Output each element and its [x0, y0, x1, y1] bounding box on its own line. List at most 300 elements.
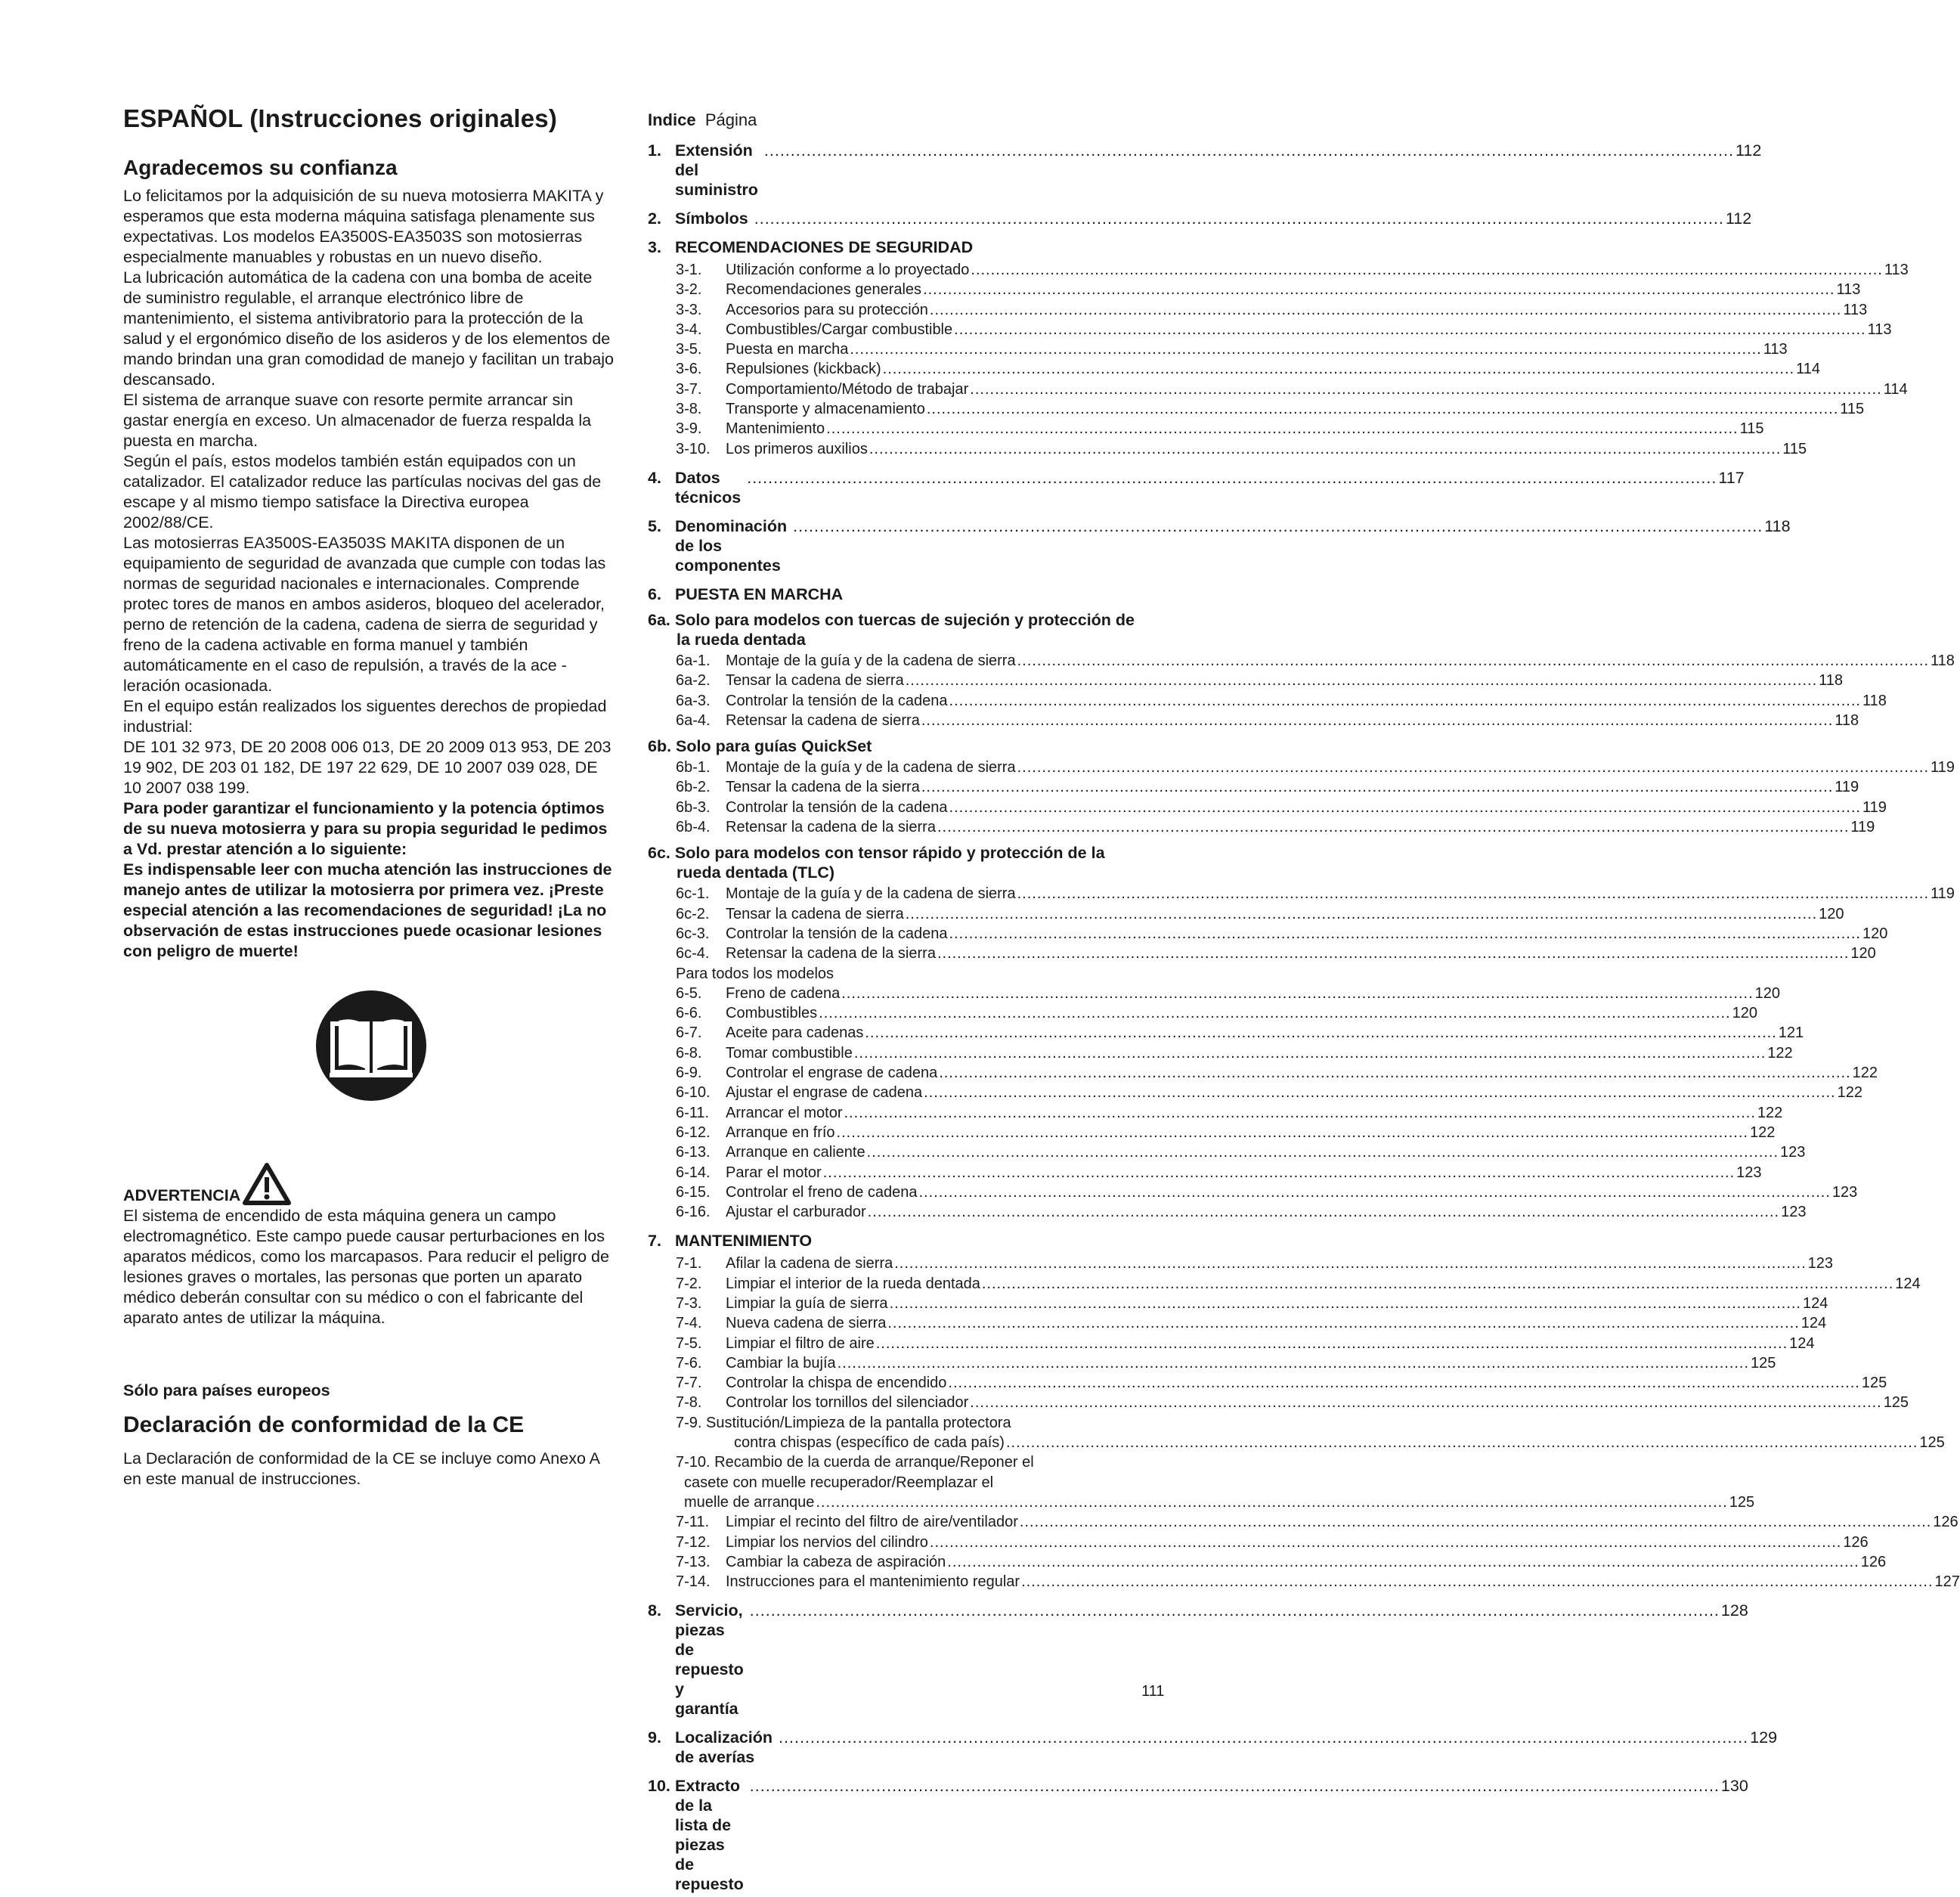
item-page: 120 — [1819, 905, 1844, 922]
bold-paragraph: Es indispensable leer con mucha atención las instrucciones de manejo antes de utilizar la motosierra por primera vez. ¡Preste especial atención a las recomendaciones de seguridad! ¡La no observación de estas instrucciones puede ocasionar lesiones con peligro de muerte! — [123, 860, 612, 960]
item-text: Afilar la cadena de sierra — [726, 1255, 893, 1272]
item-text: Mantenimiento — [726, 420, 825, 438]
section-label: Símbolos — [675, 209, 748, 228]
item-number: 7-12. — [676, 1533, 711, 1551]
toc-item[interactable] — [648, 380, 1908, 399]
item-text: Limpiar el filtro de aire — [726, 1334, 875, 1352]
dot-leader — [906, 671, 1817, 690]
item-text: 7-10. Recambio de la cuerda de arranque/Reponer el — [676, 1454, 1034, 1471]
item-number: 7-7. — [676, 1375, 702, 1392]
page-title: ESPAÑOL (Instrucciones originales) — [123, 104, 558, 132]
item-text: 7-9. Sustitución/Limpieza de la pantalla protectora — [676, 1414, 1011, 1431]
toc-section[interactable] — [648, 1728, 1778, 1767]
item-page: 123 — [1807, 1255, 1834, 1272]
toc-item[interactable] — [648, 798, 1887, 817]
item-page: 122 — [1837, 1084, 1862, 1102]
toc-item[interactable] — [648, 984, 1781, 1003]
item-page: 125 — [1729, 1493, 1755, 1511]
item-page: 124 — [1895, 1275, 1921, 1292]
toc-section[interactable] — [648, 237, 1139, 257]
dot-leader — [930, 300, 1841, 320]
left-column — [123, 104, 615, 1489]
toc-item[interactable] — [648, 1393, 1909, 1412]
item-number: 6-7. — [676, 1024, 702, 1042]
section-label: PUESTA EN MARCHA — [675, 584, 844, 603]
item-text: Combustibles — [726, 1005, 818, 1022]
toc-item[interactable] — [648, 944, 1876, 963]
item-number: 3-5. — [676, 341, 702, 358]
item-number: 3-8. — [676, 401, 702, 418]
dot-leader — [924, 1083, 1835, 1102]
toc-item[interactable] — [648, 359, 1820, 379]
paragraph: La lubricación automática de la cadena con una bomba de aceite de suministro regulable, el arranque electrónico libre de mantenimiento, el sistema antivibratorio para la protección de la salud y el ergonómico diseño de los asideros y de los elementos de mando brindan una gran comodidad de manejo y facilitan un trabajo descansado. — [123, 268, 615, 389]
item-page: 113 — [1836, 281, 1861, 299]
item-text: Comportamiento/Método de trabajar — [726, 380, 969, 398]
toc-item[interactable] — [648, 1452, 1139, 1472]
toc-sublist — [648, 884, 1955, 963]
dot-leader — [854, 1043, 1766, 1063]
item-page: 124 — [1789, 1334, 1815, 1352]
item-page: 114 — [1883, 380, 1908, 398]
section-label: Extensión del suministro — [675, 141, 758, 199]
item-text: Limpiar los nervios del cilindro — [726, 1533, 928, 1551]
item-number: 7-2. — [676, 1275, 702, 1292]
toc-item[interactable] — [648, 1063, 1878, 1083]
dot-leader — [949, 924, 1861, 944]
toc-item[interactable] — [648, 671, 1844, 690]
item-number: 3-2. — [676, 281, 702, 299]
item-page: 125 — [1861, 1375, 1887, 1392]
item-text: Puesta en marcha — [726, 341, 849, 358]
toc-item[interactable] — [648, 1413, 1139, 1433]
dot-leader — [919, 1183, 1831, 1202]
item-number: 3-4. — [676, 321, 702, 338]
toc-item[interactable] — [648, 1512, 1958, 1532]
dot-leader — [970, 380, 1881, 399]
toc-sublist — [648, 1254, 1921, 1412]
dot-leader — [939, 1063, 1850, 1083]
item-page: 122 — [1852, 1065, 1878, 1082]
toc-item[interactable] — [648, 924, 1888, 944]
item-text: Aceite para cadenas — [726, 1024, 864, 1042]
item-page: 119 — [1835, 779, 1859, 796]
item-text: Retensar la cadena de la sierra — [726, 819, 936, 836]
item-text: muelle de arranque — [684, 1493, 815, 1511]
item-number: 6-12. — [676, 1124, 711, 1141]
toc-item[interactable] — [648, 320, 1892, 339]
item-number: 6-5. — [676, 984, 702, 1002]
item-page: 113 — [1867, 321, 1892, 338]
item-page: 120 — [1850, 945, 1876, 962]
dot-leader — [887, 1313, 1799, 1333]
dot-leader — [869, 439, 1781, 459]
item-number: 7-8. — [676, 1394, 702, 1412]
intro-text — [123, 186, 615, 962]
item-text: Tomar combustible — [726, 1044, 853, 1062]
ce-text: La Declaración de conformidad de la CE se incluye como Anexo A en este manual de instrucciones. — [123, 1449, 599, 1488]
toc-sublist — [648, 1512, 1960, 1592]
toc-item[interactable] — [648, 711, 1859, 730]
paragraph: En el equipo están realizados los siguentes derechos de propiedad industrial: — [123, 697, 607, 736]
toc-item[interactable] — [648, 1294, 1828, 1313]
item-page: 125 — [1751, 1354, 1776, 1372]
item-page: 122 — [1749, 1124, 1776, 1141]
thanks-heading: Agradecemos su confianza — [123, 156, 398, 179]
paragraph: Según el país, estos modelos también están equipados con un catalizador. El catalizador reduce las partículas nocivas del gas de escape y al mismo tiempo satisface la Directiva europea 2002/88/CE. — [123, 452, 602, 532]
item-text: casete con muelle recuperador/Reemplazar el — [684, 1474, 994, 1491]
item-number: 7-4. — [676, 1315, 702, 1332]
item-number: 6-9. — [676, 1065, 702, 1082]
item-page: 113 — [1843, 301, 1868, 318]
dot-leader — [1017, 758, 1929, 777]
toc-item[interactable] — [648, 1083, 1862, 1102]
dot-leader — [823, 1163, 1735, 1183]
item-page: 115 — [1782, 440, 1807, 457]
toc-item[interactable] — [648, 280, 1861, 299]
item-text: Accesorios para su protección — [726, 301, 928, 318]
bold-paragraph: Para poder garantizar el funcionamiento y la potencia óptimos de su nueva motosierra y para su propia seguridad le pedimos a Vd. prestar atención a lo siguiente: — [123, 799, 608, 858]
toc-item[interactable] — [648, 1123, 1776, 1142]
item-page: 125 — [1919, 1434, 1945, 1452]
item-number: 3-9. — [676, 420, 702, 438]
item-number: 7-14. — [676, 1573, 711, 1591]
item-text: Montaje de la guía y de la cadena de sierra — [726, 759, 1016, 776]
all-models-label: Para todos los modelos — [676, 965, 834, 982]
item-page: 126 — [1843, 1533, 1869, 1551]
item-number: 6c-1. — [676, 885, 710, 903]
toc-item[interactable] — [648, 817, 1875, 837]
paragraph: Lo felicitamos por la adquisición de su nueva motosierra MAKITA y esperamos que esta moderna máquina satisfaga plenamente sus expectativas. Los modelos EA3500S-EA3503S son motosierras especialmente manuables y robustas en un nuevo diseño. — [123, 187, 604, 266]
dot-leader — [890, 1294, 1801, 1313]
section-number: 6. — [648, 584, 661, 603]
item-page: 120 — [1754, 984, 1781, 1002]
dot-leader — [837, 1123, 1748, 1142]
item-page: 124 — [1801, 1315, 1827, 1332]
item-number: 6b-3. — [676, 798, 711, 816]
section-number: 4. — [648, 468, 661, 487]
section-number: 7. — [648, 1232, 661, 1251]
item-number: 6a-3. — [676, 692, 711, 709]
item-text: Retensar la cadena de sierra — [726, 711, 920, 729]
read-manual-icon — [316, 990, 426, 1101]
item-number: 3-1. — [676, 262, 702, 278]
item-number: 6b-4. — [676, 819, 711, 836]
dot-leader — [948, 1373, 1859, 1393]
toc-section[interactable] — [648, 209, 1752, 228]
item-text: Montaje de la guía y de la cadena de sierra — [726, 652, 1016, 669]
warning-label: ADVERTENCIA — [123, 1186, 241, 1204]
toc-header — [648, 110, 1139, 130]
toc-item[interactable] — [648, 1003, 1757, 1023]
item-number: 6-10. — [676, 1084, 711, 1102]
dot-leader — [894, 1254, 1806, 1273]
toc-item[interactable] — [648, 339, 1788, 359]
item-page: 114 — [1796, 361, 1820, 378]
item-number: 6-8. — [676, 1044, 702, 1062]
item-page: 119 — [1931, 759, 1955, 776]
toc-sublist — [648, 651, 1955, 730]
item-text: Freno de cadena — [726, 984, 841, 1002]
item-number: 7-13. — [676, 1553, 711, 1570]
toc-item[interactable] — [648, 439, 1807, 459]
item-text: Utilización conforme a lo proyectado — [726, 262, 970, 278]
section-page: 128 — [1720, 1601, 1748, 1620]
item-number: 6b-2. — [676, 779, 711, 796]
toc-item[interactable] — [648, 1313, 1827, 1333]
item-text: contra chispas (específico de cada país) — [734, 1434, 1005, 1452]
item-text: Parar el motor — [726, 1164, 822, 1181]
patent-list: DE 101 32 973, DE 20 2008 006 013, DE 20 2009 013 953, DE 203 19 902, DE 203 01 182, DE 197 22 629, DE 10 2007 039 028, DE 10 2007 038 199. — [123, 738, 612, 797]
item-text: Retensar la cadena de la sierra — [726, 945, 936, 962]
item-text: Limpiar el interior de la rueda dentada — [726, 1275, 980, 1292]
item-text: Controlar la tensión de la cadena — [726, 692, 948, 709]
item-text: Arrancar el motor — [726, 1104, 843, 1121]
item-text: Controlar los tornillos del silenciador — [726, 1394, 969, 1412]
ce-heading: Declaración de conformidad de la CE — [123, 1412, 525, 1437]
toc-item[interactable] — [648, 1163, 1762, 1183]
toc-item[interactable] — [648, 1353, 1776, 1373]
toc-item[interactable] — [648, 399, 1865, 419]
item-page: 121 — [1778, 1024, 1804, 1042]
toc-section[interactable] — [648, 516, 1791, 575]
item-text: Cambiar la cabeza de aspiración — [726, 1553, 946, 1570]
toc-item[interactable] — [648, 1142, 1806, 1162]
section-page: 129 — [1750, 1728, 1778, 1747]
item-number: 7-11. — [676, 1514, 710, 1531]
item-number: 6-16. — [676, 1204, 711, 1221]
toc-item[interactable] — [648, 260, 1909, 280]
section-label: MANTENIMIENTO — [675, 1232, 813, 1251]
section-number: 8. — [648, 1601, 661, 1620]
dot-leader — [876, 1334, 1788, 1353]
section-number: 5. — [648, 516, 661, 535]
item-text: Repulsiones (kickback) — [726, 361, 881, 378]
section-number: 2. — [648, 209, 661, 228]
item-page: 119 — [1850, 819, 1875, 836]
item-number: 6b-1. — [676, 759, 711, 776]
toc-item[interactable] — [648, 904, 1844, 924]
dot-leader — [826, 419, 1738, 439]
toc-item[interactable] — [648, 884, 1955, 904]
item-page: 126 — [1860, 1553, 1887, 1570]
item-page: 124 — [1802, 1294, 1828, 1312]
dot-leader — [971, 260, 1882, 280]
toc-item[interactable] — [648, 1043, 1793, 1063]
toc-item[interactable] — [648, 1202, 1807, 1222]
dot-leader — [838, 1353, 1749, 1373]
dot-leader — [949, 798, 1861, 817]
toc-item[interactable] — [648, 1373, 1887, 1393]
item-number: 3-3. — [676, 301, 702, 318]
item-page: 122 — [1757, 1104, 1783, 1121]
item-text: Cambiar la bujía — [726, 1354, 836, 1372]
toc-title: Indice — [648, 110, 696, 129]
section-label: RECOMENDACIONES DE SEGURIDAD — [675, 238, 974, 256]
item-number: 6c-2. — [676, 905, 710, 922]
item-page: 123 — [1780, 1144, 1806, 1161]
item-number: 7-3. — [676, 1294, 702, 1312]
toc-sublist — [648, 260, 1909, 459]
item-text: Ajustar el engrase de cadena — [726, 1084, 923, 1102]
toc-item[interactable] — [648, 1023, 1804, 1043]
toc-item-continued[interactable] — [648, 1492, 1755, 1512]
item-text: Ajustar el carburador — [726, 1204, 866, 1221]
item-text: Controlar el freno de cadena — [726, 1183, 918, 1201]
section-label: Extracto de la lista de piezas de repuesto — [675, 1777, 744, 1894]
item-number: 3-6. — [676, 361, 702, 378]
item-text: Controlar la tensión de la cadena — [726, 925, 948, 942]
dot-leader — [865, 1023, 1776, 1043]
item-text: Montaje de la guía y de la cadena de sierra — [726, 885, 1016, 903]
toc-item-continued — [648, 1473, 1139, 1492]
toc-section[interactable] — [648, 1776, 1748, 1894]
toc-item[interactable] — [648, 1572, 1960, 1592]
toc-item-continued[interactable] — [648, 1433, 1945, 1452]
item-page: 118 — [1835, 711, 1859, 729]
dot-leader — [1020, 1512, 1931, 1532]
toc-item[interactable] — [648, 1274, 1921, 1294]
item-number: 6-6. — [676, 1005, 702, 1022]
item-page: 123 — [1736, 1164, 1762, 1181]
toc-sublist — [648, 758, 1955, 837]
paragraph: Las motosierras EA3500S-EA3503S MAKITA disponen de un equipamiento de seguridad de avanzada que cumple con todas las normas de seguridad nacionales e internacionales. Comprende protec tores de manos en ambos asideros, bloqueo del acelerador, perno de retención de la cadena, cadena de sierra de seguridad y freno de la cadena activable en forma manuel y también automáticamente en el caso de repulsión, a través de la ace -leración ocasionada. — [123, 534, 606, 695]
dot-leader — [1017, 884, 1929, 904]
warning-text: El sistema de encendido de esta máquina genera un campo electromagnético. Este campo puede causar perturbaciones en los aparatos médicos, como los marcapasos. Para reducir el peligro de lesiones graves o mortales, las personas que porten un aparato médico deberán consultar con su médico o con el fabricante del aparato antes de utilizar la máquina. — [123, 1207, 609, 1327]
section-label: Servicio, piezas de repuesto y garantía — [675, 1601, 744, 1719]
section-number: 10. — [648, 1777, 670, 1796]
toc-item[interactable] — [648, 1334, 1815, 1353]
section-label: Denominación de los componentes — [675, 516, 788, 575]
dot-leader — [819, 1003, 1730, 1023]
dot-leader — [927, 399, 1838, 419]
toc-section[interactable] — [648, 1231, 1139, 1251]
europe-only-label: Sólo para países europeos — [123, 1381, 330, 1400]
item-page: 113 — [1884, 262, 1909, 278]
section-label: Localización de averías — [675, 1728, 773, 1767]
item-page: 113 — [1763, 341, 1788, 358]
item-number: 6a-2. — [676, 672, 711, 690]
dot-leader — [1017, 651, 1929, 671]
section-number: 3. — [648, 238, 661, 256]
toc-page-label: Página — [704, 110, 757, 129]
toc-item[interactable] — [648, 1103, 1783, 1123]
warning-triangle-icon — [242, 1162, 292, 1206]
section-label: Datos técnicos — [675, 468, 742, 507]
item-page: 120 — [1862, 925, 1888, 942]
item-page: 118 — [1931, 652, 1955, 669]
toc-item[interactable] — [648, 651, 1955, 671]
toc-section[interactable] — [648, 468, 1745, 507]
section-page: 118 — [1764, 516, 1791, 535]
dot-leader — [947, 1552, 1859, 1572]
item-text: Limpiar la guía de sierra — [726, 1294, 888, 1312]
item-text: Controlar la tensión de la cadena — [726, 798, 948, 816]
item-number: 7-1. — [676, 1255, 702, 1272]
item-page: 123 — [1781, 1204, 1807, 1221]
item-number: 6-14. — [676, 1164, 711, 1181]
item-number: 3-10. — [676, 440, 711, 457]
toc-item[interactable] — [648, 1254, 1834, 1273]
toc-item[interactable] — [648, 1183, 1858, 1202]
dot-leader — [841, 984, 1753, 1003]
dot-leader — [982, 1274, 1893, 1294]
dot-leader — [949, 691, 1861, 711]
toc-subsection-title[interactable]: 6a. Solo para modelos con tuercas de sujeción y protección de la rueda dentada — [648, 610, 1135, 649]
toc-item[interactable] — [648, 1533, 1869, 1552]
item-text: Transporte y almacenamiento — [726, 401, 925, 418]
dot-leader — [906, 904, 1817, 924]
item-text: Recomendaciones generales — [726, 281, 922, 299]
item-number: 6c-3. — [676, 925, 710, 942]
toc-section[interactable] — [648, 141, 1762, 200]
section-number: 9. — [648, 1728, 661, 1747]
toc-item[interactable] — [648, 777, 1859, 797]
item-text: Tensar la cadena de la sierra — [726, 779, 920, 796]
item-number: 6a-4. — [676, 711, 711, 729]
item-text: Limpiar el recinto del filtro de aire/ventilador — [726, 1514, 1018, 1531]
item-number: 7-6. — [676, 1354, 702, 1372]
item-text: Tensar la cadena de sierra — [726, 905, 904, 922]
item-number: 3-7. — [676, 380, 702, 398]
item-text: Los primeros auxilios — [726, 440, 868, 457]
dot-leader — [844, 1103, 1756, 1123]
section-page: 117 — [1718, 468, 1745, 487]
dot-leader — [1021, 1572, 1933, 1592]
toc-subsection-title[interactable]: 6b. Solo para guías QuickSet — [648, 737, 872, 756]
item-page: 118 — [1819, 672, 1844, 690]
item-page: 126 — [1933, 1514, 1958, 1531]
item-text: Tensar la cadena de sierra — [726, 672, 904, 690]
dot-leader — [921, 777, 1833, 797]
toc-section[interactable] — [648, 584, 1139, 604]
dot-leader — [921, 711, 1833, 730]
item-number: 6c-4. — [676, 945, 710, 962]
item-text: Controlar la chispa de encendido — [726, 1375, 947, 1392]
paragraph: El sistema de arranque suave con resorte permite arrancar sin gastar energía en exceso. Un almacenador de fuerza respalda la puesta en marcha. — [123, 391, 592, 450]
dot-leader — [883, 359, 1794, 379]
item-text: Combustibles/Cargar combustible — [726, 321, 953, 338]
toc-item[interactable] — [648, 419, 1764, 439]
dot-leader — [868, 1202, 1779, 1222]
item-number: 6-11. — [676, 1104, 710, 1121]
toc-subsection-title[interactable]: 6c. Solo para modelos con tensor rápido y protección de la rueda dentada (TLC) — [648, 844, 1105, 882]
toc-item[interactable] — [648, 1552, 1887, 1572]
toc-item[interactable] — [648, 758, 1955, 777]
dot-leader — [930, 1533, 1841, 1552]
item-number: 6a-1. — [676, 652, 711, 669]
toc-sublist — [648, 984, 1878, 1223]
warning-header — [123, 1162, 615, 1206]
dot-leader — [923, 280, 1835, 299]
dot-leader — [954, 320, 1866, 339]
item-text: Nueva cadena de sierra — [726, 1315, 887, 1332]
item-page: 115 — [1739, 420, 1764, 438]
page-number: 111 — [1141, 1683, 1165, 1700]
item-number: 6-15. — [676, 1183, 711, 1201]
item-page: 127 — [1934, 1573, 1960, 1591]
item-number: 7-5. — [676, 1334, 702, 1352]
section-page: 112 — [1736, 141, 1762, 160]
item-page: 123 — [1832, 1183, 1858, 1201]
toc-item[interactable] — [648, 691, 1887, 711]
dot-leader — [937, 944, 1849, 963]
toc-item[interactable] — [648, 300, 1868, 320]
item-text: Arranque en caliente — [726, 1144, 865, 1161]
item-number: 6-13. — [676, 1144, 711, 1161]
item-page: 119 — [1862, 798, 1887, 816]
dot-leader — [850, 339, 1761, 359]
section-page: 112 — [1725, 209, 1752, 228]
